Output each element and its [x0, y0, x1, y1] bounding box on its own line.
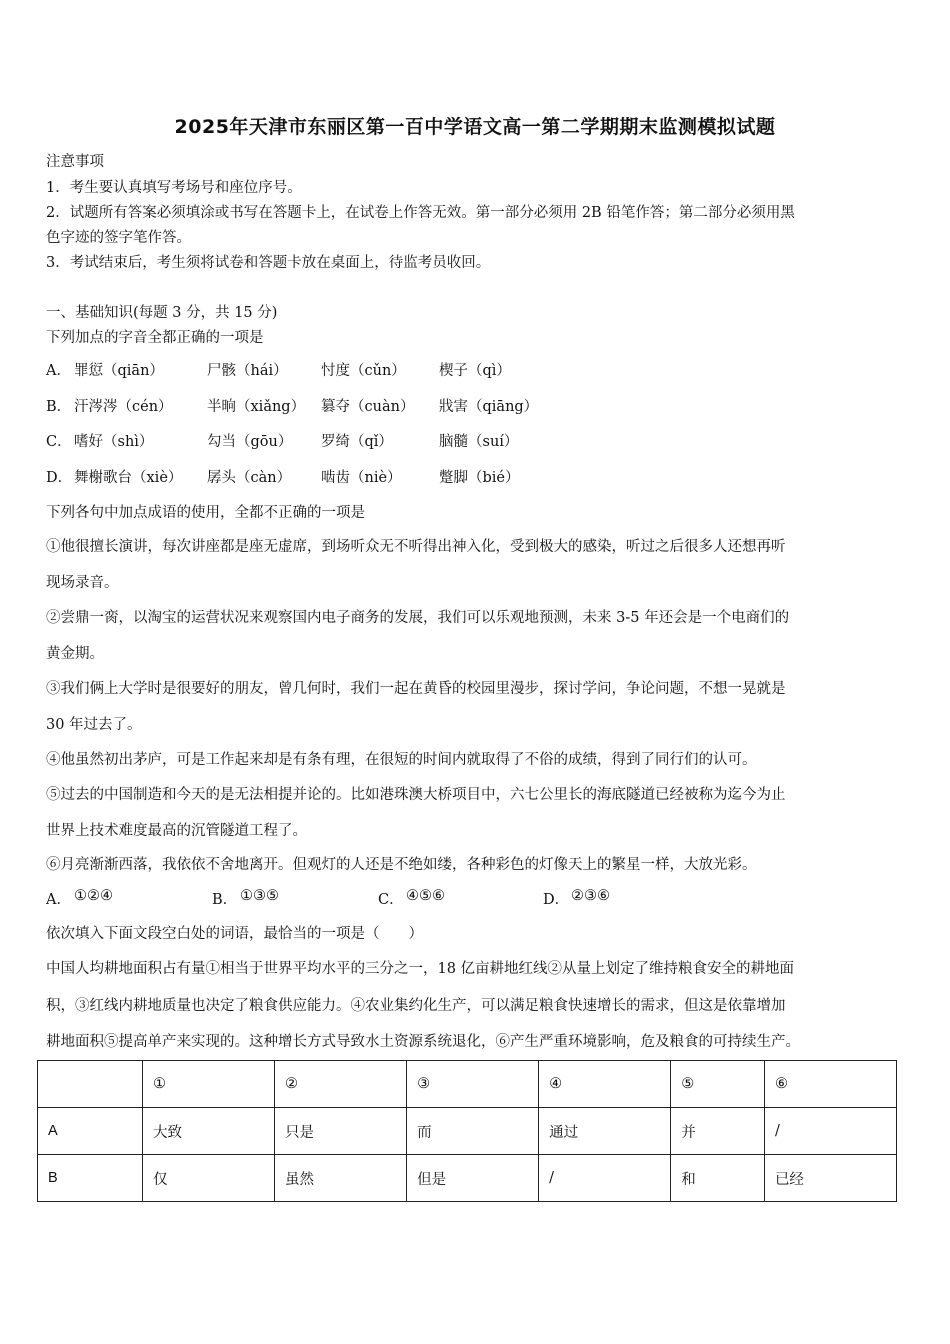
page-title: 2025年天津市东丽区第一百中学语文高一第二学期期末监测模拟试题: [174, 116, 776, 138]
q2-sentence: ⑤过去的中国制造和今天的是无法相提并论的。比如港珠澳大桥项目中，六七公里长的海底隧道已经被称为迄今为止: [46, 787, 786, 803]
option-label: D．: [46, 470, 73, 486]
table-header-cell: ①: [143, 1061, 275, 1108]
q2-sentence: ②尝鼎一脔，以淘宝的运营状况来观察国内电子商务的发展，我们可以乐观地预测，未来 3-5 年还会是一个电商们的: [46, 610, 790, 626]
option-label: C．: [46, 434, 72, 450]
option-item: 脑髓（suí）: [439, 434, 519, 450]
notice-item-1: 1．考生要认真填写考场号和座位序号。: [46, 180, 302, 196]
q2-sentence-cont: 现场录音。: [46, 575, 119, 591]
option-item: 戕害（qiāng）: [439, 399, 539, 415]
table-cell: 但是: [407, 1155, 539, 1202]
table-header-cell: ⑤: [671, 1061, 765, 1108]
option-item: 舞榭歌台（xiè）: [74, 470, 183, 486]
table-cell: 大致: [143, 1108, 275, 1155]
table-cell: 并: [671, 1108, 765, 1155]
table-header-cell: ③: [407, 1061, 539, 1108]
table-row[interactable]: [38, 1108, 897, 1155]
option-label: B．: [212, 892, 238, 908]
option-label: B．: [46, 399, 72, 415]
table-cell: 只是: [275, 1108, 407, 1155]
notice-item-3: 3．考试结束后，考生须将试卷和答题卡放在桌面上，待监考员收回。: [46, 255, 491, 271]
option-text: ②③⑥: [571, 888, 610, 904]
option-label: A．: [46, 892, 71, 908]
table-header-cell: ④: [539, 1061, 671, 1108]
option-label: D．: [543, 892, 570, 908]
q3-passage-line: 中国人均耕地面积占有量①相当于世界平均水平的三分之一，18 亿亩耕地红线②从量上划定了维持粮食安全的耕地面: [46, 961, 795, 977]
q2-sentence-cont: 世界上技术难度最高的沉管隧道工程了。: [46, 823, 307, 839]
option-text: ④⑤⑥: [406, 888, 445, 904]
option-item: 罗绮（qǐ）: [321, 434, 393, 450]
option-item: 篡夺（cuàn）: [321, 399, 415, 415]
q3-stem: 依次填入下面文段空白处的词语，最恰当的一项是（ ）: [46, 926, 423, 942]
table-cell: 和: [671, 1155, 765, 1202]
table-row-label: B: [38, 1155, 143, 1202]
option-label: A．: [46, 363, 71, 379]
table-cell: 通过: [539, 1108, 671, 1155]
table-cell: 已经: [764, 1155, 896, 1202]
table-cell: 而: [407, 1108, 539, 1155]
notice-item-2-cont: 色字迹的签字笔作答。: [46, 230, 191, 246]
table-header-row: [38, 1061, 897, 1108]
q1-stem: 下列加点的字音全都正确的一项是: [46, 330, 264, 346]
section-heading: 一、基础知识(每题 3 分，共 15 分): [46, 305, 278, 321]
answer-table: [37, 1060, 897, 1202]
table-cell: /: [764, 1108, 896, 1155]
notice-heading: 注意事项: [46, 154, 104, 170]
option-item: 孱头（càn）: [207, 470, 292, 486]
table-cell: /: [539, 1155, 671, 1202]
table-header-cell: ⑥: [764, 1061, 896, 1108]
table-cell: 虽然: [275, 1155, 407, 1202]
q2-sentence: ③我们俩上大学时是很要好的朋友，曾几何时，我们一起在黄昏的校园里漫步，探讨学问，争论问题，不想一晃就是: [46, 681, 786, 697]
q2-sentence: ④他虽然初出茅庐，可是工作起来却是有条有理，在很短的时间内就取得了不俗的成绩，得到了同行们的认可。: [46, 752, 757, 768]
option-text: ①③⑤: [240, 888, 279, 904]
table-row[interactable]: [38, 1155, 897, 1202]
option-item: 尸骸（hái）: [207, 363, 288, 379]
q3-passage-line: 耕地面积⑤提高单产来实现的。这种增长方式导致水土资源系统退化，⑥产生严重环境影响，危及粮食的可持续生产。: [46, 1034, 800, 1050]
q2-sentence-cont: 黄金期。: [46, 646, 104, 662]
table-row-label: A: [38, 1108, 143, 1155]
option-item: 勾当（gōu）: [207, 434, 293, 450]
table-cell: 仅: [143, 1155, 275, 1202]
option-item: 蹩脚（bié）: [439, 470, 520, 486]
q2-sentence-cont: 30 年过去了。: [46, 717, 142, 733]
notice-item-2: 2．试题所有答案必须填涂或书写在答题卡上，在试卷上作答无效。第一部分必须用 2B 铅笔作答；第二部分必须用黑: [46, 205, 795, 221]
option-text: ①②④: [74, 888, 113, 904]
option-item: 汗涔涔（cén）: [74, 399, 173, 415]
table-cell: [38, 1061, 143, 1108]
option-item: 罪愆（qiān）: [74, 363, 164, 379]
q3-passage-line: 积，③红线内耕地质量也决定了粮食供应能力。④农业集约化生产，可以满足粮食快速增长的需求，但这是依靠增加: [46, 998, 786, 1014]
q2-sentence: ①他很擅长演讲，每次讲座都是座无虚席，到场听众无不听得出神入化，受到极大的感染，听过之后很多人还想再听: [46, 539, 786, 555]
q2-stem: 下列各句中加点成语的使用，全都不正确的一项是: [46, 505, 365, 521]
option-item: 半晌（xiǎng）: [207, 399, 306, 415]
option-label: C．: [378, 892, 404, 908]
option-item: 嗜好（shì）: [74, 434, 154, 450]
option-item: 啮齿（niè）: [321, 470, 402, 486]
option-item: 楔子（qì）: [439, 363, 511, 379]
option-item: 忖度（cǔn）: [321, 363, 406, 379]
table-header-cell: ②: [275, 1061, 407, 1108]
q2-sentence: ⑥月亮渐渐西落，我依依不舍地离开。但观灯的人还是不绝如缕，各种彩色的灯像天上的繁星一样，大放光彩。: [46, 857, 757, 873]
